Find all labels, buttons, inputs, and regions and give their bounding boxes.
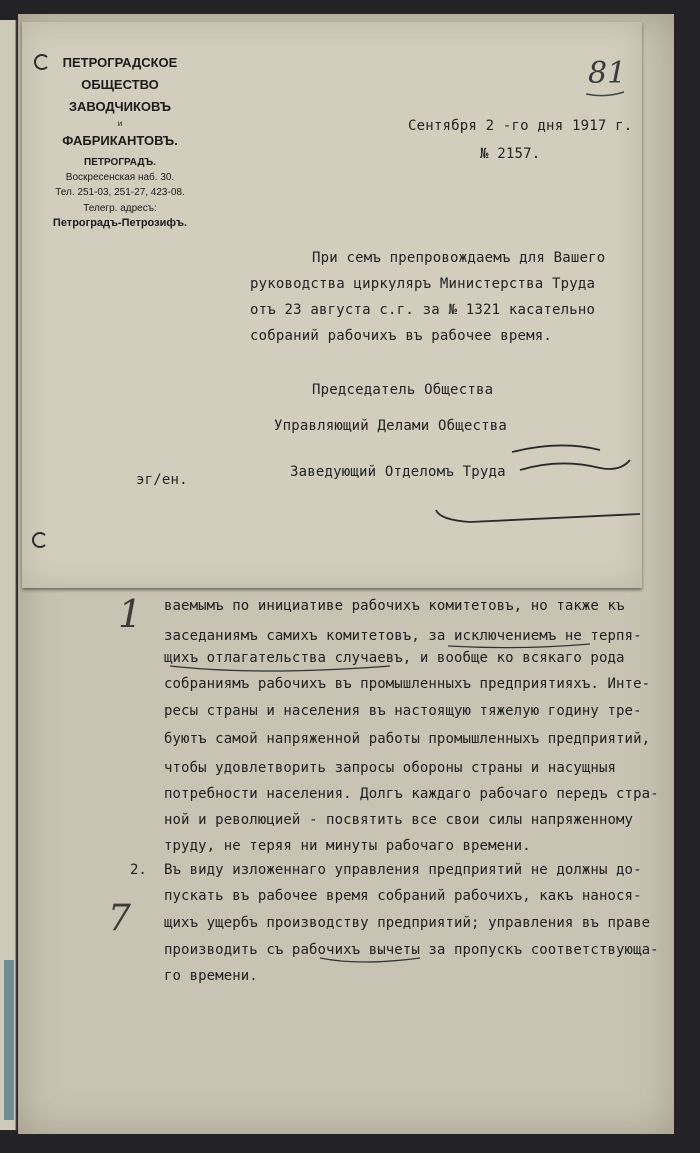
letterhead-org-line1: ПЕТРОГРАДСКОЕ xyxy=(62,55,178,70)
body-line-5: ресы страны и населения въ настоящую тяжелую годину тре- xyxy=(164,703,642,719)
item2-line-2: пускать въ рабочее время собраний рабочихъ, какъ нанося- xyxy=(164,888,642,904)
margin-mark-2: 7 xyxy=(108,898,131,939)
letterhead-city: ПЕТРОГРАДЪ. xyxy=(84,157,156,168)
body-line-8: потребности населения. Долгъ каждаго рабочаго передъ стра- xyxy=(164,786,659,802)
letterhead-telegraph-address: Петроградъ-Петрозифъ. xyxy=(52,217,188,229)
archive-folio-number: 81 xyxy=(588,56,627,91)
blue-binding-tab xyxy=(4,960,14,1120)
signature-manager: Управляющий Делами Общества xyxy=(274,418,507,434)
body-line-2: заседаниямъ самихъ комитетовъ, за исключениемъ не терпя- xyxy=(164,628,642,644)
letterhead-org-line2: ОБЩЕСТВО ЗАВОДЧИКОВЪ xyxy=(68,77,172,114)
punch-hole xyxy=(32,532,48,548)
signature-labor-head: Заведующий Отделомъ Труда xyxy=(290,464,506,480)
body-line-6: буютъ самой напряженной работы промышленныхъ предприятий, xyxy=(164,731,651,747)
letterhead-address: Воскресенская наб. 30. xyxy=(65,172,175,183)
cover-letter-line-4: собраний рабочихъ въ рабочее время. xyxy=(250,328,553,344)
cover-letter-line-3: отъ 23 августа с.г. за № 1321 касательно xyxy=(250,302,596,318)
body-line-7: чтобы удовлетворить запросы обороны страны и насущныя xyxy=(164,760,617,776)
typist-initials: эг/ен. xyxy=(136,472,188,488)
item2-line-4: производить съ рабочихъ вычеты за пропускъ соответствующа- xyxy=(164,942,659,958)
letterhead-conj: и xyxy=(117,119,123,128)
item2-line-5: го времени. xyxy=(164,968,258,984)
item2-line-1: Въ виду изложеннаго управления предприятий не должны до- xyxy=(164,862,642,878)
letterhead-telegraph-label: Телегр. адресъ: xyxy=(83,203,157,214)
date-line: Сентября 2 -го дня 1917 г. xyxy=(408,118,633,134)
signature-chairman: Председатель Общества xyxy=(312,382,494,398)
item-number: 2. xyxy=(130,862,147,878)
cover-letter-line-2: руководства циркуляръ Министерства Труда xyxy=(250,276,596,292)
letterhead-phones: Тел. 251-03, 251-27, 423-08. xyxy=(55,187,185,198)
cover-letter-line-1: При семъ препровождаемъ для Вашего xyxy=(312,250,606,266)
body-line-9: ной и революцией - посвятить все свои силы напряженному xyxy=(164,812,634,828)
margin-mark-1: 1 xyxy=(118,592,143,636)
item2-line-3: щихъ ущербъ производству предприятий; управления въ праве xyxy=(164,915,651,931)
body-line-1: ваемымъ по инициативе рабочихъ комитетовъ, но также къ xyxy=(164,598,625,614)
body-line-4: собраниямъ рабочихъ въ промышленныхъ предприятияхъ. Инте- xyxy=(164,676,651,692)
body-line-10: труду, не теряя ни минуты рабочаго времени. xyxy=(164,838,531,854)
letterhead-org-line3: ФАБРИКАНТОВЪ. xyxy=(62,133,178,148)
letterhead xyxy=(30,52,210,230)
body-line-3: щихъ отлагательства случаевъ, и вообще ко всякаго рода xyxy=(164,650,625,666)
document-number: № 2157. xyxy=(480,146,541,162)
